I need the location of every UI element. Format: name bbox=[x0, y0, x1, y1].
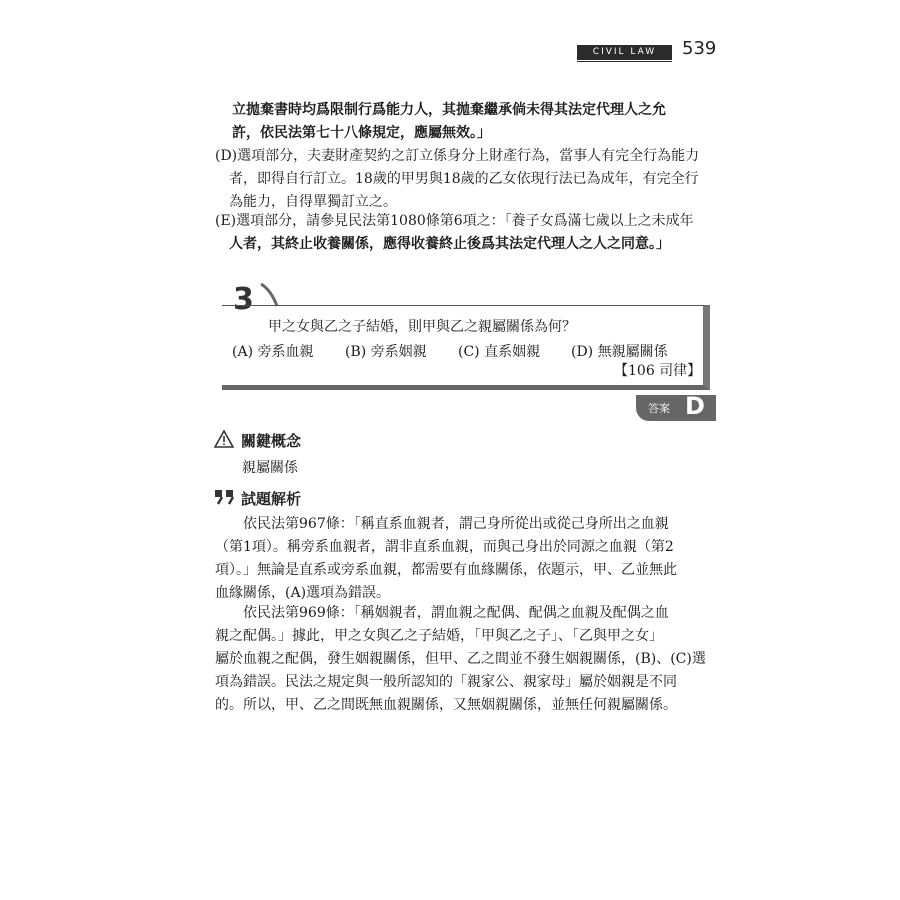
option-a: (A) 旁系血親 bbox=[232, 344, 314, 360]
text-line: 項為錯誤。民法之規定與一般所認知的「親家公、親家母」屬於姻親是不同 bbox=[215, 674, 677, 690]
text-line: 依民法第967條：「稱直系血親者，謂己身所從出或從己身所出之血親 bbox=[243, 516, 669, 532]
key-concept-title: 關鍵概念 bbox=[241, 432, 302, 450]
key-concept-body: 親屬關係 bbox=[242, 460, 298, 476]
option-b: (B) 旁系姻親 bbox=[345, 344, 427, 360]
text-line: 人者，其終止收養關係，應得收養終止後爲其法定代理人之人之同意。」 bbox=[229, 236, 670, 252]
text-line: 為能力，自得單獨訂立之。 bbox=[229, 194, 397, 210]
option-c: (C) 直系姻親 bbox=[458, 344, 541, 360]
text-line: (E)選項部分，請參見民法第1080條第6項之：「養子女爲滿七歲以上之未成年 bbox=[215, 213, 694, 229]
option-d: (D) 無親屬關係 bbox=[571, 344, 668, 360]
option-e-explanation bbox=[215, 210, 694, 256]
option-d-explanation bbox=[215, 145, 699, 214]
text-line: 許，依民法第七十八條規定，應屬無效。」 bbox=[232, 125, 491, 141]
text-line: 屬於血親之配偶，發生姻親關係，但甲、乙之間並不發生姻親關係，(B)、(C)選 bbox=[215, 651, 706, 667]
text-line: （第1項）。稱旁系血親者，謂非直系血親，而與己身出於同源之血親（第2 bbox=[215, 539, 674, 555]
quote-marks-icon bbox=[214, 489, 236, 505]
text-line: 血緣關係，(A)選項為錯誤。 bbox=[215, 585, 391, 601]
header-rule bbox=[577, 61, 672, 62]
answer-label: 答案 bbox=[648, 402, 670, 415]
section-label: CIVIL LAW bbox=[577, 45, 672, 60]
answer-letter: D bbox=[685, 392, 705, 420]
analysis-title: 試題解析 bbox=[241, 490, 302, 508]
warning-icon bbox=[214, 430, 234, 448]
page-number: 539 bbox=[682, 38, 717, 59]
text-line: 的。所以，甲、乙之間既無血親關係，又無姻親關係，並無任何親屬關係。 bbox=[215, 697, 677, 713]
text-line: 依民法第969條：「稱姻親者，謂血親之配偶、配偶之血親及配偶之血 bbox=[243, 605, 669, 621]
analysis-paragraph-2 bbox=[215, 602, 706, 717]
top-quote-paragraph bbox=[232, 99, 666, 145]
text-line: 項）。」無論是直系或旁系血親，都需要有血緣關係，依題示，甲、乙並無此 bbox=[215, 562, 677, 578]
text-line: 者，即得自行訂立。18歲的甲男與18歲的乙女依現行法已為成年，有完全行 bbox=[229, 171, 699, 187]
text-line: 立拋棄書時均爲限制行爲能力人，其拋棄繼承倘未得其法定代理人之允 bbox=[232, 102, 666, 118]
question-stem: 甲之女與乙之子結婚，則甲與乙之親屬關係為何？ bbox=[268, 319, 576, 335]
question-number: 3 bbox=[233, 282, 254, 317]
analysis-paragraph-1 bbox=[215, 513, 677, 605]
swoosh-decoration-icon bbox=[259, 280, 281, 308]
text-line: 親之配偶。」據此，甲之女與乙之子結婚，「甲與乙之子」、「乙與甲之女」 bbox=[215, 628, 663, 644]
question-source: 【106 司律】 bbox=[614, 363, 702, 379]
text-line: (D)選項部分，夫妻財產契約之訂立係身分上財產行為，當事人有完全行為能力 bbox=[215, 148, 700, 164]
